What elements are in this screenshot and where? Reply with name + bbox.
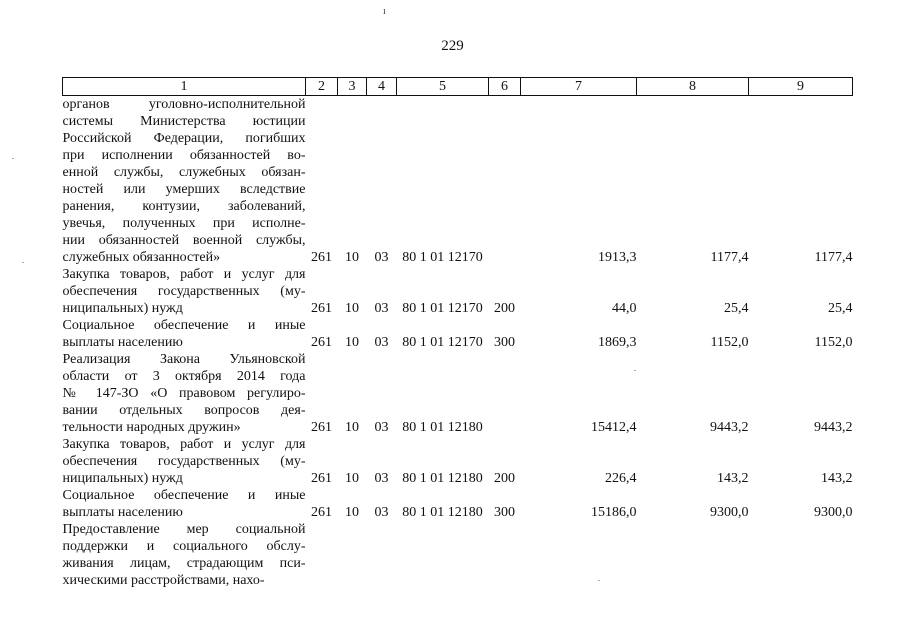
amount-col7-cell: 15186,0	[591, 505, 637, 520]
table-row	[63, 351, 853, 436]
table-row	[63, 521, 853, 589]
row-description	[63, 351, 306, 436]
subsection-code-cell: 03	[374, 250, 389, 265]
section-code-cell: 10	[345, 505, 359, 520]
amount-col8-cell: 9443,2	[710, 420, 749, 435]
description-line: ниципальных) нужд	[62, 471, 183, 486]
expense-type-cell: 200	[494, 471, 515, 486]
expense-type-cell: 200	[494, 301, 515, 316]
scan-speck	[598, 580, 600, 581]
description-line: системы Министерства юстиции	[62, 114, 306, 129]
section-code-cell: 10	[345, 420, 359, 435]
admin-code-cell	[306, 521, 338, 589]
description-line: увечья, полученных при исполне-	[62, 216, 306, 231]
description-line: Реализация Закона Ульяновской	[62, 352, 306, 367]
row-description	[63, 487, 306, 521]
description-line: ностей или умерших вследствие	[62, 182, 306, 197]
description-line: при исполнении обязанностей во-	[62, 148, 306, 163]
budget-table	[62, 77, 853, 589]
expense-type-cell	[489, 351, 521, 436]
subsection-code-cell: 03	[374, 420, 389, 435]
row-description	[63, 266, 306, 317]
description-line: Социальное обеспечение и иные	[62, 318, 306, 333]
admin-code-cell: 261	[311, 335, 332, 350]
row-description	[63, 317, 306, 351]
amount-col7-cell: 226,4	[605, 471, 637, 486]
description-line: тельности народных дружин»	[62, 420, 241, 435]
subsection-code-cell: 03	[374, 301, 389, 316]
column-header: 4	[367, 78, 397, 96]
column-header: 9	[749, 78, 853, 96]
amount-col8-cell: 143,2	[717, 471, 749, 486]
table-row	[63, 487, 853, 521]
target-article-cell: 80 1 01 12180	[402, 471, 483, 486]
description-line: ранения, контузии, заболеваний,	[62, 199, 306, 214]
row-description	[63, 521, 306, 589]
description-line: поддержки и социального обслу-	[62, 539, 306, 554]
scan-mark: ı	[383, 6, 386, 17]
column-header: 7	[521, 78, 637, 96]
section-code-cell: 10	[345, 301, 359, 316]
row-description	[63, 96, 306, 267]
amount-col8-cell	[637, 521, 749, 589]
table-body	[63, 96, 853, 590]
scan-speck	[12, 158, 14, 159]
column-header: 6	[489, 78, 521, 96]
target-article-cell: 80 1 01 12180	[402, 505, 483, 520]
table-row	[63, 436, 853, 487]
description-line: Социальное обеспечение и иные	[62, 488, 306, 503]
subsection-code-cell: 03	[374, 335, 389, 350]
target-article-cell: 80 1 01 12170	[402, 335, 483, 350]
description-line: обеспечения государственных (му-	[62, 284, 306, 299]
description-line: выплаты населению	[62, 335, 183, 350]
target-article-cell: 80 1 01 12180	[402, 420, 483, 435]
page-number: 229	[441, 38, 464, 54]
amount-col7-cell: 44,0	[612, 301, 637, 316]
column-header: 8	[637, 78, 749, 96]
description-line: № 147-ЗО «О правовом регулиро-	[62, 386, 306, 401]
amount-col8-cell: 9300,0	[710, 505, 749, 520]
description-line: органов уголовно-исполнительной	[62, 97, 306, 112]
column-header: 5	[397, 78, 489, 96]
target-article-cell: 80 1 01 12170	[402, 301, 483, 316]
description-line: вании отдельных вопросов дея-	[62, 403, 306, 418]
scan-speck	[22, 262, 24, 263]
amount-col9-cell: 1152,0	[814, 335, 853, 350]
admin-code-cell: 261	[311, 505, 332, 520]
expense-type-cell: 300	[494, 505, 515, 520]
description-line: области от 3 октября 2014 года	[62, 369, 306, 384]
column-header: 1	[63, 78, 306, 96]
description-line: Закупка товаров, работ и услуг для	[62, 437, 306, 452]
section-code-cell: 10	[345, 471, 359, 486]
description-line: обеспечения государственных (му-	[62, 454, 306, 469]
amount-col9-cell: 143,2	[821, 471, 853, 486]
target-article-cell	[397, 521, 489, 589]
amount-col9-cell: 1177,4	[814, 250, 853, 265]
amount-col7-cell: 1913,3	[598, 250, 637, 265]
amount-col8-cell: 1152,0	[710, 335, 749, 350]
amount-col9-cell: 25,4	[828, 301, 853, 316]
column-header: 3	[338, 78, 367, 96]
description-line: выплаты населению	[62, 505, 183, 520]
column-header: 2	[306, 78, 338, 96]
subsection-code-cell: 03	[374, 505, 389, 520]
description-line: нии обязанностей военной службы,	[62, 233, 306, 248]
table-row	[63, 266, 853, 317]
description-line: енной службы, служебных обязан-	[62, 165, 306, 180]
expense-type-cell	[489, 96, 521, 267]
amount-col8-cell: 1177,4	[710, 250, 749, 265]
amount-col9-cell	[749, 521, 853, 589]
target-article-cell: 80 1 01 12170	[402, 250, 483, 265]
admin-code-cell: 261	[311, 471, 332, 486]
description-line: ниципальных) нужд	[62, 301, 183, 316]
description-line: служебных обязанностей»	[62, 250, 221, 265]
section-code-cell: 10	[345, 250, 359, 265]
description-line: Российской Федерации, погибших	[62, 131, 306, 146]
admin-code-cell: 261	[311, 250, 332, 265]
table-row	[63, 317, 853, 351]
admin-code-cell: 261	[311, 301, 332, 316]
section-code-cell	[338, 521, 367, 589]
subsection-code-cell	[367, 521, 397, 589]
column-number-row	[63, 78, 853, 96]
row-description	[63, 436, 306, 487]
amount-col9-cell: 9300,0	[814, 505, 853, 520]
amount-col7-cell: 15412,4	[591, 420, 637, 435]
table-row	[63, 96, 853, 267]
expense-type-cell	[489, 521, 521, 589]
subsection-code-cell: 03	[374, 471, 389, 486]
amount-col8-cell: 25,4	[724, 301, 749, 316]
description-line: живания лицам, страдающим пси-	[62, 556, 306, 571]
amount-col7-cell: 1869,3	[598, 335, 637, 350]
description-line: Закупка товаров, работ и услуг для	[62, 267, 306, 282]
section-code-cell: 10	[345, 335, 359, 350]
scan-speck	[634, 370, 636, 371]
expense-type-cell: 300	[494, 335, 515, 350]
admin-code-cell: 261	[311, 420, 332, 435]
amount-col7-cell	[521, 521, 637, 589]
description-line: Предоставление мер социальной	[62, 522, 306, 537]
description-line: хическими расстройствами, нахо-	[62, 573, 265, 588]
amount-col9-cell: 9443,2	[814, 420, 853, 435]
